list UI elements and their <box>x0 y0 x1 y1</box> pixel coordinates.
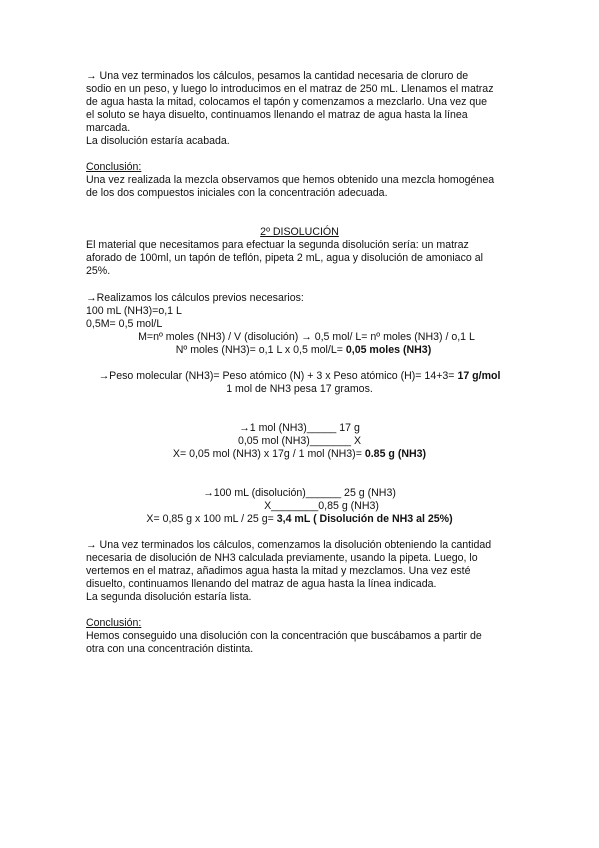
molecular-weight-note: 1 mol de NH3 pesa 17 gramos. <box>226 383 373 395</box>
paragraph-line: necesaria de disolución de NH3 calculada previamente, usando la pipeta. Luego, lo <box>86 552 478 564</box>
paragraph-line: → Una vez terminados los cálculos, pesamos la cantidad necesaria de cloruro de <box>86 70 469 82</box>
paragraph-line: disuelto, continuamos llenando del matraz de agua hasta la línea indicada. <box>86 578 437 590</box>
mass-rule-line: →1 mol (NH3)_____ 17 g <box>239 422 360 434</box>
paragraph-line: el soluto se haya disuelto, continuamos llenando el matraz de agua hasta la línea <box>86 109 468 121</box>
intro-line: aforado de 100ml, un tapón de teflón, pipeta 2 mL, agua y disolución de amoniaco al <box>86 252 483 264</box>
paragraph-line: → Una vez terminados los cálculos, comenzamos la disolución obteniendo la cantidad <box>86 539 492 551</box>
volume-rule-line: →100 mL (disolución)______ 25 g (NH3) <box>203 487 396 499</box>
intro-line: El material que necesitamos para efectuar la segunda disolución sería: un matraz <box>86 239 469 251</box>
calc-result: Nº moles (NH3)= o,1 L x 0,5 mol/L= 0,05 moles (NH3) <box>175 344 432 356</box>
paragraph-line: La segunda disolución estaría lista. <box>86 591 252 603</box>
calc-line: 0,5M= 0,5 mol/L <box>86 318 163 330</box>
conclusion-line: Hemos conseguido una disolución con la concentración que buscábamos a partir de <box>86 630 482 642</box>
paragraph-line: La disolución estaría acabada. <box>86 135 230 147</box>
paragraph-line: de agua hasta la mitad, colocamos el tapón y comenzamos a mezclarlo. Una vez que <box>86 96 488 108</box>
paragraph-line: vertemos en el matraz, añadimos agua hasta la mitad y mezclamos. Una vez esté <box>86 565 471 577</box>
calc-formula: M=nº moles (NH3) / V (disolución) → 0,5 mol/ L= nº moles (NH3) / o,1 L <box>138 331 475 343</box>
conclusion-heading: Conclusión: <box>86 617 142 629</box>
molecular-weight-line: →Peso molecular (NH3)= Peso atómico (N) + 3 x Peso atómico (H)= 14+3= 17 g/mol <box>98 370 501 382</box>
paragraph-line: sodio en un peso, y luego lo introducimos en el matraz de 250 mL. Llenamos el matraz <box>86 83 494 95</box>
mass-result: X= 0,05 mol (NH3) x 17g / 1 mol (NH3)= 0.85 g (NH3) <box>172 448 427 460</box>
volume-result: X= 0,85 g x 100 mL / 25 g= 3,4 mL ( Disolución de NH3 al 25%) <box>146 513 453 525</box>
intro-line: 25%. <box>86 265 111 277</box>
conclusion-heading: Conclusión: <box>86 161 142 173</box>
conclusion-line: otra con una concentración distinta. <box>86 643 254 655</box>
calc-line: →Realizamos los cálculos previos necesarios: <box>86 292 304 304</box>
volume-rule-line: X________0,85 g (NH3) <box>264 500 379 512</box>
calc-line: 100 mL (NH3)=o,1 L <box>86 305 182 317</box>
conclusion-line: de los dos compuestos iniciales con la concentración adecuada. <box>86 187 388 199</box>
section-heading: 2º DISOLUCIÓN <box>260 226 339 238</box>
conclusion-line: Una vez realizada la mezcla observamos que hemos obtenido una mezcla homogénea <box>86 174 495 186</box>
paragraph-line: marcada. <box>86 122 131 134</box>
mass-rule-line: 0,05 mol (NH3)_______ X <box>237 435 362 447</box>
